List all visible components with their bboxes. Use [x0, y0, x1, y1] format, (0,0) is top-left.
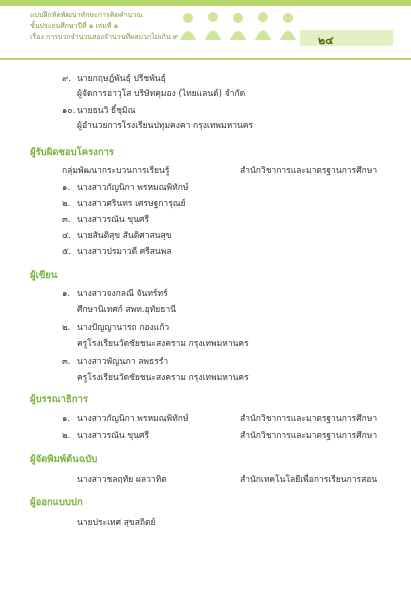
person-detail: ผู้อำนวยการโรงเรียนปทุมคงคา กรุงเทพมหานคร [77, 121, 254, 131]
header-line-2: ชั้นประถมศึกษาปีที่ ๑ เล่มที่ ๑ [30, 22, 119, 30]
person-name: นางสาวรณัน ขุนศรี [77, 215, 150, 225]
list-number: ๒. [62, 323, 71, 333]
page-number-box [300, 30, 393, 46]
list-number: ๕. [62, 247, 72, 257]
person-name: นางสาวกัญนิกา พรหมณพิทักษ์ [77, 183, 189, 193]
list-number: ๒. [62, 431, 71, 441]
list-number: ๔. [62, 231, 72, 241]
person-detail: ผู้จัดการอาวุโส บริษัทคุมอง (ไทยแลนด์) จำกัด [77, 89, 246, 99]
list-number: ๓. [62, 215, 71, 225]
person-detail: ศึกษานิเทศก์ สพท.อุทัยธานี [77, 305, 177, 315]
header-divider [0, 58, 411, 60]
person-org: สำนักเทคโนโลยีเพื่อการเรียนการสอน [240, 475, 378, 485]
person-org: สำนักวิชาการและมาตรฐานการศึกษา [240, 431, 378, 441]
section-heading-cover: ผู้ออกแบบปก [30, 497, 83, 508]
list-number: ๑. [62, 289, 71, 299]
person-name: นางสาวปรมาวดี ศรีสนพล [77, 247, 172, 257]
person-name: นางสาวพัญนภา ลพธรรำ [77, 357, 169, 367]
person-org: สำนักวิชาการและมาตรฐานการศึกษา [240, 414, 378, 424]
list-number: ๙. [62, 74, 71, 84]
person-name: นางสาวชลฤทัย ผลวาทิต [77, 475, 167, 485]
group-org: สำนักวิชาการและมาตรฐานการศึกษา [240, 166, 378, 176]
person-name: นายสันติสุข สันติศาสนสุข [77, 231, 172, 241]
group-label: กลุ่มพัฒนากระบวนการเรียนรู้ [62, 166, 170, 176]
list-number: ๒. [62, 199, 71, 209]
person-name: นางสาวศรินทร เศรษฐการุณย์ [77, 199, 186, 209]
section-heading-writers: ผู้เขียน [30, 270, 58, 281]
list-number: ๑. [62, 183, 71, 193]
children-silhouette-icon [168, 10, 318, 40]
person-name: นางปัญญานารถ กองแก้ว [77, 323, 170, 333]
section-heading-printing: ผู้จัดพิมพ์ต้นฉบับ [30, 454, 98, 465]
person-name: นายประเทศ สุขสถิตย์ [77, 518, 156, 528]
header-band [0, 0, 411, 6]
person-name: นางสาวจงกลณี จันทร์ทร์ [77, 289, 168, 299]
section-heading-editors: ผู้บรรณาธิการ [30, 394, 88, 405]
person-detail: ครูโรงเรียนวัดชัยชนะสงคราม กรุงเทพมหานคร [77, 339, 249, 349]
list-number: ๑๐. [62, 106, 76, 116]
header-line-3: เรื่อง การบวกจำนวนสองจำนวนที่ผลบวกไม่เกิน ๙ [30, 33, 179, 41]
header-title-block [30, 10, 178, 43]
section-heading-responsible: ผู้รับผิดชอบโครงการ [30, 147, 115, 158]
person-name: นายกฤษฎ์พันธุ์ ปรีชพันธุ์ [77, 74, 166, 84]
page-header [0, 0, 411, 70]
header-line-1: แบบฝึกหัดพัฒนาทักษะการคิดคำนวณ [30, 11, 143, 19]
person-name: นายธนวิ ธิ์ชุมิณ [77, 106, 136, 116]
person-name: นางสาวกัญนิกา พรหมณพิทักษ์ [77, 414, 189, 424]
person-detail: ครูโรงเรียนวัดชัยชนะสงคราม กรุงเทพมหานคร [77, 373, 249, 383]
person-name: นางสาวรณัน ขุนศรี [77, 431, 150, 441]
list-number: ๑. [62, 414, 71, 424]
page-number: ๒๔ [318, 34, 334, 47]
list-number: ๓. [62, 357, 71, 367]
